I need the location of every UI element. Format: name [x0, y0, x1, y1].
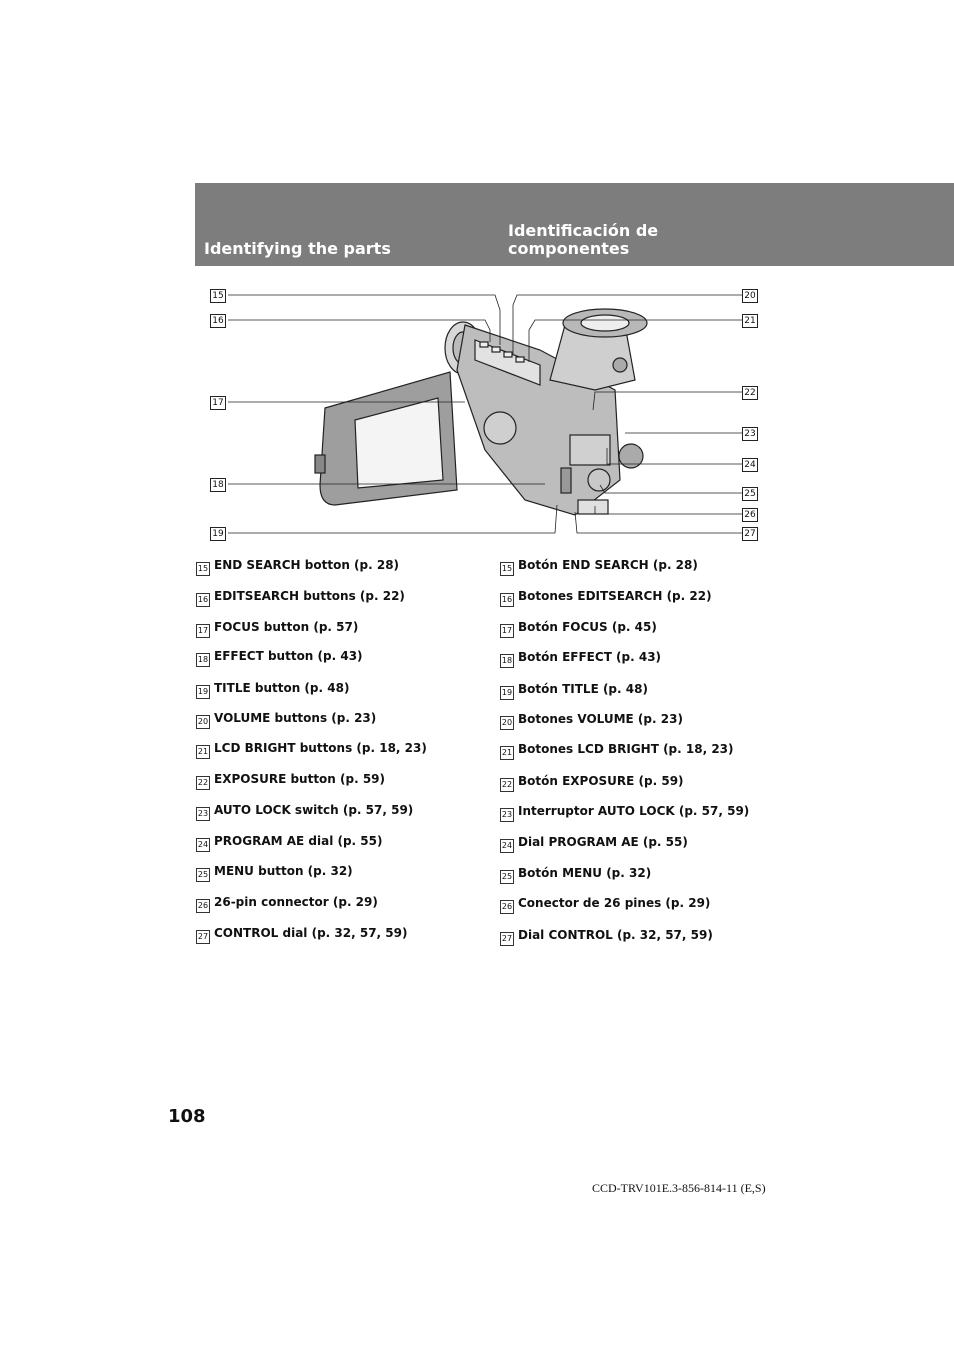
item-text: TITLE button (p. 48) — [214, 681, 350, 695]
item-text: Dial PROGRAM AE (p. 55) — [518, 835, 688, 849]
callout-17: 17 — [210, 396, 226, 410]
item-number: 15 — [500, 562, 514, 576]
item-text: Botón MENU (p. 32) — [518, 866, 652, 880]
item-number: 16 — [500, 593, 514, 607]
item-text: Interruptor AUTO LOCK (p. 57, 59) — [518, 804, 750, 818]
page-number: 108 — [168, 1106, 206, 1127]
item-number: 15 — [196, 562, 210, 576]
item-text: FOCUS button (p. 57) — [214, 620, 359, 634]
item-text: LCD BRIGHT buttons (p. 18, 23) — [214, 741, 427, 755]
item-text: Botones VOLUME (p. 23) — [518, 712, 683, 726]
list-item — [500, 620, 657, 638]
item-number: 24 — [196, 838, 210, 852]
item-text: CONTROL dial (p. 32, 57, 59) — [214, 926, 408, 940]
callout-18: 18 — [210, 478, 226, 492]
item-text: Dial CONTROL (p. 32, 57, 59) — [518, 928, 713, 942]
item-text: MENU button (p. 32) — [214, 864, 353, 878]
item-number: 26 — [196, 899, 210, 913]
item-number: 27 — [196, 930, 210, 944]
list-item — [500, 774, 684, 792]
item-number: 18 — [196, 653, 210, 667]
section-title-english: Identifying the parts — [204, 239, 391, 258]
list-item — [500, 558, 698, 576]
item-text: Botón FOCUS (p. 45) — [518, 620, 657, 634]
item-number: 25 — [500, 870, 514, 884]
list-item — [196, 711, 376, 729]
list-item — [500, 896, 710, 914]
callout-23: 23 — [742, 427, 758, 441]
callout-24: 24 — [742, 458, 758, 472]
item-text: Botón TITLE (p. 48) — [518, 682, 648, 696]
list-item — [196, 649, 363, 667]
list-item — [500, 712, 683, 730]
list-item — [500, 928, 713, 946]
item-number: 23 — [196, 807, 210, 821]
list-item — [196, 741, 427, 759]
item-text: VOLUME buttons (p. 23) — [214, 711, 377, 725]
item-text: EFFECT button (p. 43) — [214, 649, 363, 663]
item-text: Botones LCD BRIGHT (p. 18, 23) — [518, 742, 734, 756]
list-item — [500, 682, 648, 700]
callout-16: 16 — [210, 314, 226, 328]
callout-19: 19 — [210, 527, 226, 541]
item-text: 26-pin connector (p. 29) — [214, 895, 378, 909]
section-header — [195, 183, 954, 266]
item-number: 24 — [500, 839, 514, 853]
list-item — [196, 558, 399, 576]
item-number: 20 — [500, 716, 514, 730]
item-text: Botón EFFECT (p. 43) — [518, 650, 662, 664]
item-number: 19 — [500, 686, 514, 700]
list-item — [196, 803, 413, 821]
item-number: 27 — [500, 932, 514, 946]
item-number: 17 — [500, 624, 514, 638]
item-text: Botones EDITSEARCH (p. 22) — [518, 589, 712, 603]
callout-15: 15 — [210, 289, 226, 303]
item-number: 17 — [196, 624, 210, 638]
item-number: 21 — [196, 745, 210, 759]
item-text: END SEARCH botton (p. 28) — [214, 558, 400, 572]
item-number: 18 — [500, 654, 514, 668]
item-number: 22 — [500, 778, 514, 792]
list-item — [500, 650, 661, 668]
item-text: AUTO LOCK switch (p. 57, 59) — [214, 803, 414, 817]
callout-26: 26 — [742, 508, 758, 522]
item-number: 16 — [196, 593, 210, 607]
list-item — [500, 835, 688, 853]
item-number: 19 — [196, 685, 210, 699]
list-item — [196, 895, 378, 913]
item-text: PROGRAM AE dial (p. 55) — [214, 834, 383, 848]
list-item — [196, 864, 353, 882]
list-item — [196, 926, 407, 944]
document-code: CCD-TRV101E.3-856-814-11 (E,S) — [592, 1181, 766, 1195]
list-item — [500, 589, 712, 607]
item-number: 20 — [196, 715, 210, 729]
item-text: EDITSEARCH buttons (p. 22) — [214, 589, 405, 603]
item-number: 23 — [500, 808, 514, 822]
list-item — [196, 834, 382, 852]
callout-25: 25 — [742, 487, 758, 501]
list-item — [196, 620, 358, 638]
list-item — [196, 772, 385, 790]
item-text: Conector de 26 pines (p. 29) — [518, 896, 711, 910]
item-text: EXPOSURE button (p. 59) — [214, 772, 386, 786]
item-text: Botón END SEARCH (p. 28) — [518, 558, 698, 572]
camcorder-diagram — [195, 280, 775, 545]
list-item — [500, 866, 651, 884]
camcorder-illustration — [195, 280, 775, 545]
item-number: 26 — [500, 900, 514, 914]
list-item — [196, 681, 349, 699]
callout-20: 20 — [742, 289, 758, 303]
item-number: 25 — [196, 868, 210, 882]
callout-21: 21 — [742, 314, 758, 328]
list-item — [500, 804, 749, 822]
section-title-spanish: Identificación de componentes — [508, 221, 659, 258]
item-number: 22 — [196, 776, 210, 790]
list-item — [500, 742, 734, 760]
item-text: Botón EXPOSURE (p. 59) — [518, 774, 684, 788]
item-number: 21 — [500, 746, 514, 760]
list-item — [196, 589, 405, 607]
callout-22: 22 — [742, 386, 758, 400]
callout-27: 27 — [742, 527, 758, 541]
